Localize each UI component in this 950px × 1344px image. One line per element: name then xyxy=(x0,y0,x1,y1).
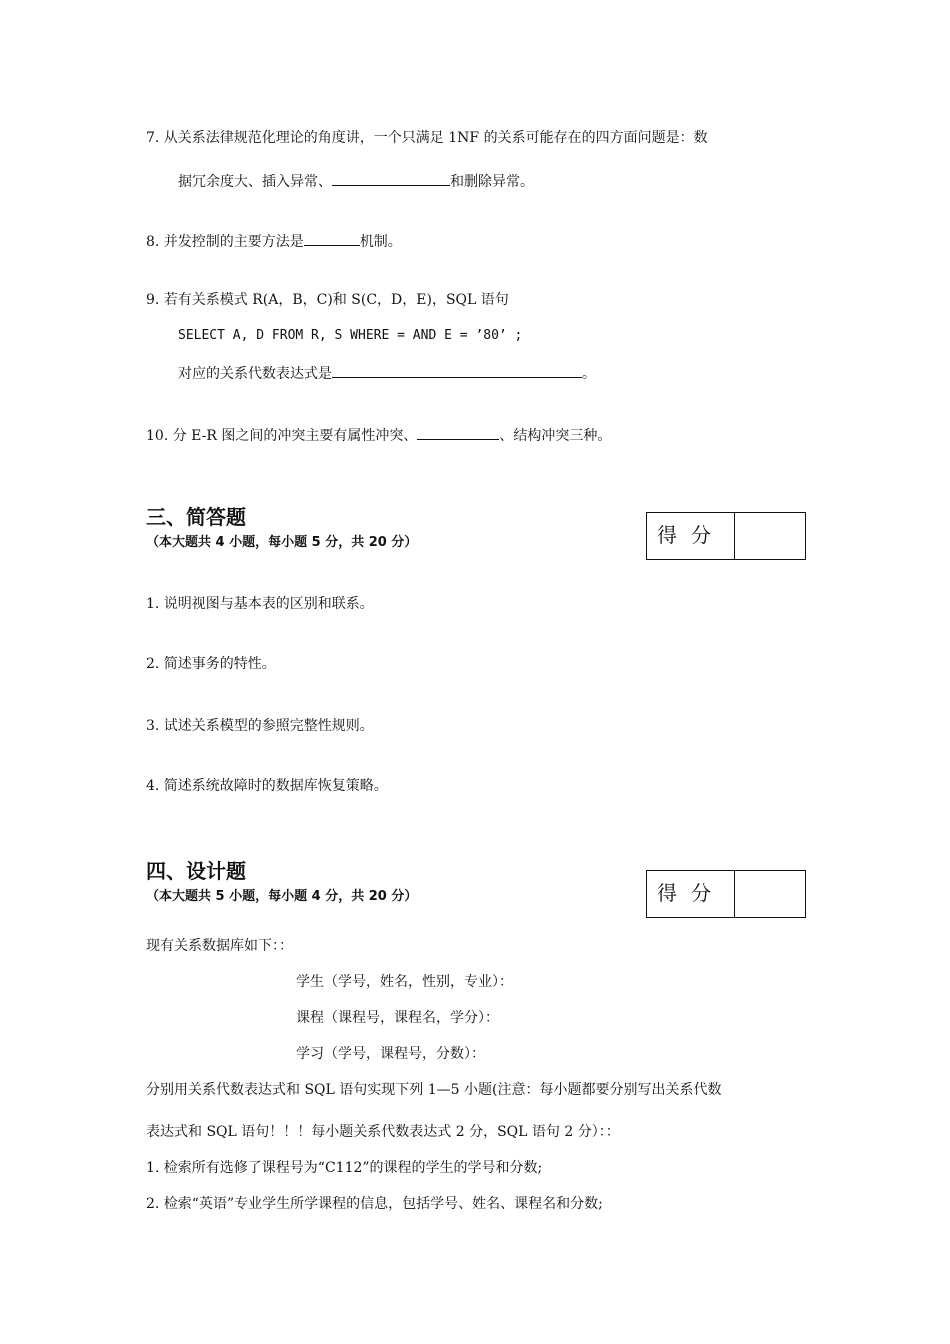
section3-score-field[interactable] xyxy=(735,513,805,559)
q10-answer-blank[interactable] xyxy=(417,424,499,440)
section3-question-3: 3. 试述关系模型的参照完整性规则。 xyxy=(146,718,374,734)
section4-score-field[interactable] xyxy=(735,871,805,917)
section3-title: 三、简答题 xyxy=(146,505,246,529)
q10-after: 、结构冲突三种。 xyxy=(499,428,612,444)
section4-instruction-line2: 表达式和 SQL 语句！！！每小题关系代数表达式 2 分，SQL 语句 2 分）：： xyxy=(146,1124,620,1140)
q8-answer-blank[interactable] xyxy=(304,230,360,246)
q10-line xyxy=(146,424,611,446)
schema-course: 课程（课程号，课程名，学分）： xyxy=(296,1010,499,1026)
section3-subtitle: （本大题共 4 小题，每小题 5 分，共 20 分） xyxy=(146,535,418,550)
section3-score-label: 得分 xyxy=(647,513,735,559)
section3-question-4: 4. 简述系统故障时的数据库恢复策略。 xyxy=(146,778,388,794)
q8-after: 机制。 xyxy=(359,234,402,250)
q9-line3-before: 对应的关系代数表达式是 xyxy=(178,366,332,382)
section4-subtitle: （本大题共 5 小题，每小题 4 分，共 20 分） xyxy=(146,889,418,904)
section4-question-1: 1. 检索所有选修了课程号为“C112”的课程的学生的学号和分数; xyxy=(146,1160,543,1176)
q7-line2 xyxy=(178,170,534,192)
q9-line3 xyxy=(178,362,596,384)
section4-intro: 现有关系数据库如下：： xyxy=(146,938,293,954)
section4-score-box xyxy=(646,870,806,918)
q9-line3-after: 。 xyxy=(582,366,596,382)
q7-answer-blank[interactable] xyxy=(332,170,450,186)
section3-question-1: 1. 说明视图与基本表的区别和联系。 xyxy=(146,596,374,612)
q7-line1: 7. 从关系法律规范化理论的角度讲，一个只满足 1NF 的关系可能存在的四方面问题是：数 xyxy=(146,130,708,146)
schema-student: 学生（学号，姓名，性别，专业）： xyxy=(296,974,513,990)
section3-score-box xyxy=(646,512,806,560)
section4-title: 四、设计题 xyxy=(146,859,246,883)
q8-before: 8. 并发控制的主要方法是 xyxy=(146,234,304,250)
q8-line xyxy=(146,230,402,252)
section3-question-2: 2. 简述事务的特性。 xyxy=(146,656,276,672)
q9-sql: SELECT A, D FROM R, S WHERE = AND E = ’80’ ; xyxy=(178,328,523,343)
section4-question-2: 2. 检索“英语”专业学生所学课程的信息，包括学号、姓名、课程名和分数; xyxy=(146,1196,603,1212)
section4-instruction-line1: 分别用关系代数表达式和 SQL 语句实现下列 1—5 小题(注意：每小题都要分别写出关系代数 xyxy=(146,1082,722,1098)
q7-line2-after: 和删除异常。 xyxy=(450,174,534,190)
q9-answer-blank[interactable] xyxy=(332,362,582,378)
section4-score-label: 得分 xyxy=(647,871,735,917)
q10-before: 10. 分 E-R 图之间的冲突主要有属性冲突、 xyxy=(146,428,418,444)
q7-line2-before: 据冗余度大、插入异常、 xyxy=(178,174,332,190)
q9-line1: 9. 若有关系模式 R(A，B，C)和 S(C，D，E)，SQL 语句 xyxy=(146,292,509,308)
schema-study: 学习（学号，课程号，分数）： xyxy=(296,1046,485,1062)
